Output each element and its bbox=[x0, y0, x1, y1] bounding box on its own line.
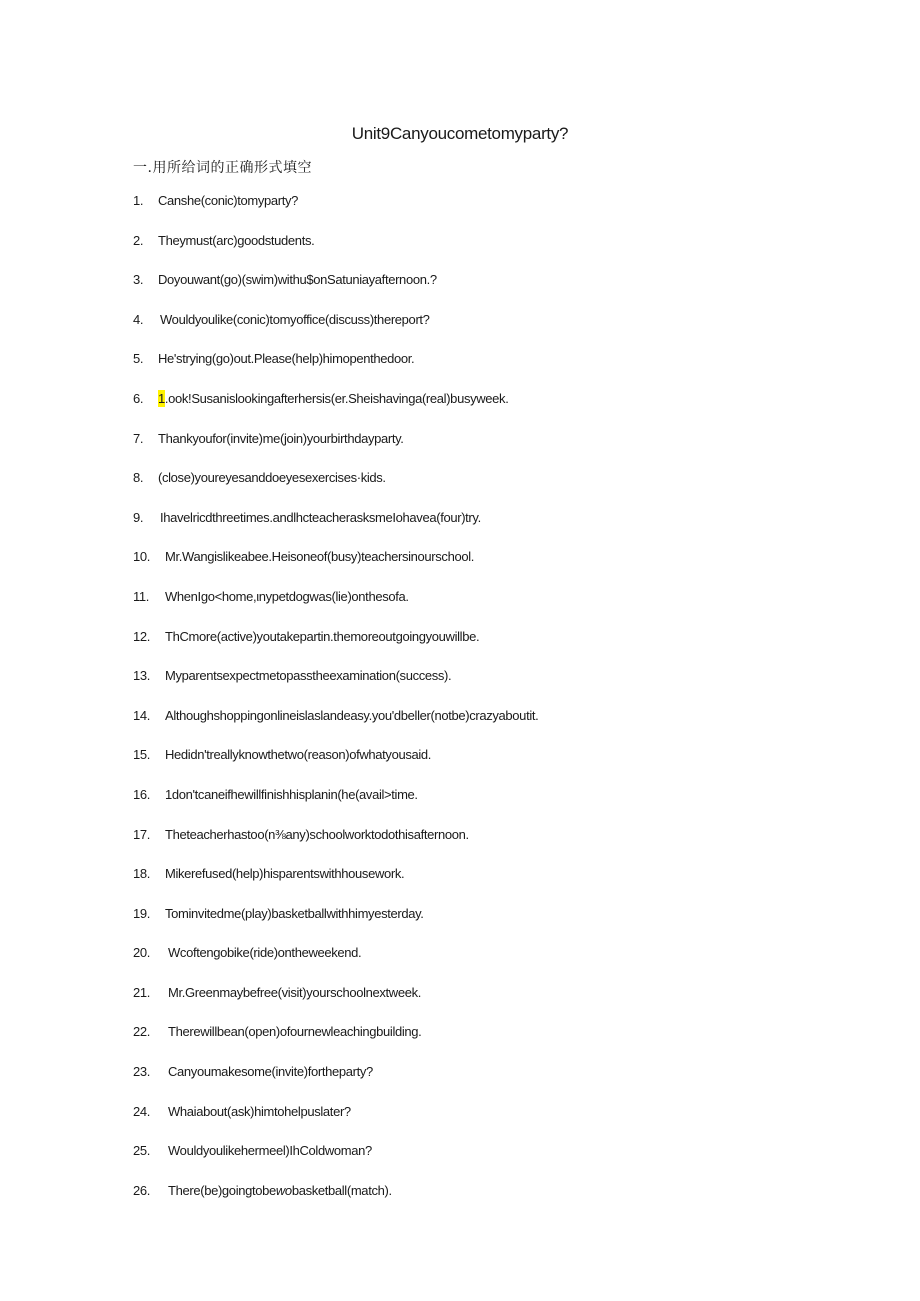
question-item bbox=[133, 824, 833, 864]
question-text: 1don'tcaneifhewillfinishhisplanin(he(avail>time. bbox=[165, 786, 418, 802]
question-text: Wouldyoulikehermeel)IhColdwoman? bbox=[168, 1143, 372, 1159]
question-text bbox=[168, 1183, 392, 1198]
question-item bbox=[133, 744, 833, 784]
question-text: Tominvitedme(play)basketballwithhimyesterday. bbox=[165, 905, 424, 921]
question-text: Hedidn'treallyknowthetwo(reason)ofwhatyousaid. bbox=[165, 747, 432, 763]
question-text: Thankyoufor(invite)me(join)yourbirthdayparty. bbox=[158, 430, 404, 446]
question-item bbox=[133, 1140, 833, 1180]
question-item bbox=[133, 1180, 833, 1220]
question-item bbox=[133, 1021, 833, 1061]
question-item bbox=[133, 784, 833, 824]
question-text: Althoughshoppingonlineislaslandeasy.you'dbeller(notbe)crazyaboutit. bbox=[165, 707, 539, 723]
question-text: Canyoumakesome(invite)fortheparty? bbox=[168, 1064, 373, 1080]
question-text: Doyouwant(go)(swim)withu$onSatuniayafternoon.? bbox=[158, 272, 437, 288]
question-item bbox=[133, 982, 833, 1022]
question-number: 24. bbox=[133, 1103, 151, 1119]
question-text-after: basketball(match). bbox=[291, 1182, 392, 1198]
question-number: 2. bbox=[133, 232, 144, 248]
question-text: Myparentsexpectmetopasstheexamination(success). bbox=[165, 668, 452, 684]
question-item bbox=[133, 309, 833, 349]
question-item bbox=[133, 626, 833, 666]
question-item bbox=[133, 190, 833, 230]
question-item bbox=[133, 863, 833, 903]
question-text: Mr.Wangislikeabee.Heisoneof(busy)teachersinourschool. bbox=[165, 549, 475, 565]
question-text bbox=[158, 391, 508, 406]
question-item bbox=[133, 348, 833, 388]
question-text: Mr.Greenmaybefree(visit)yourschoolnextweek. bbox=[168, 984, 421, 1000]
question-number: 13. bbox=[133, 668, 151, 684]
question-number: 9. bbox=[133, 509, 144, 525]
question-number: 19. bbox=[133, 905, 151, 921]
question-number: 1. bbox=[133, 193, 144, 208]
question-item bbox=[133, 546, 833, 586]
question-number: 11. bbox=[133, 588, 150, 604]
question-item bbox=[133, 388, 833, 428]
question-item bbox=[133, 230, 833, 270]
question-text: Mikerefused(help)hisparentswithhousework. bbox=[165, 866, 405, 882]
question-number: 23. bbox=[133, 1064, 151, 1080]
question-number: 25. bbox=[133, 1143, 151, 1159]
question-text: (close)youreyesanddoeyesexercises·kids. bbox=[158, 470, 386, 486]
question-item bbox=[133, 665, 833, 705]
question-number: 10. bbox=[133, 549, 151, 565]
question-text: Ihavelricdthreetimes.andlhcteacherasksmeIohavea(four)try. bbox=[160, 509, 481, 525]
question-number: 16. bbox=[133, 786, 151, 802]
question-number: 26. bbox=[133, 1182, 151, 1198]
question-number: 5. bbox=[133, 351, 144, 367]
question-item bbox=[133, 586, 833, 626]
question-number: 12. bbox=[133, 628, 151, 644]
question-item bbox=[133, 467, 833, 507]
question-text: He'strying(go)out.Please(help)himopenthedoor. bbox=[158, 351, 415, 367]
question-number: 4. bbox=[133, 311, 144, 327]
question-number: 21. bbox=[133, 984, 151, 1000]
question-text-before: There(be)goingtobe bbox=[168, 1182, 276, 1198]
question-item bbox=[133, 942, 833, 982]
question-text: Canshe(conic)tomyparty? bbox=[158, 193, 299, 208]
question-item bbox=[133, 269, 833, 309]
question-text: Therewillbean(open)ofournewleachingbuilding. bbox=[168, 1024, 422, 1040]
question-number: 15. bbox=[133, 747, 151, 763]
question-text: Wcoftengobike(ride)ontheweekend. bbox=[168, 945, 362, 961]
question-number: 7. bbox=[133, 430, 144, 446]
question-number: 18. bbox=[133, 866, 151, 882]
page-title: Unit9Canyoucometomyparty? bbox=[351, 124, 569, 143]
question-number: 17. bbox=[133, 826, 151, 842]
question-text: ThCmore(active)youtakepartin.themoreoutgoingyouwillbe. bbox=[165, 628, 480, 644]
question-item bbox=[133, 1101, 833, 1141]
question-number: 14. bbox=[133, 707, 151, 723]
question-number: 22. bbox=[133, 1024, 151, 1040]
question-text: Theteacherhastoo(n⅜any)schoolworktodothisafternoon. bbox=[165, 826, 469, 842]
section-heading: 一.用所给词的正确形式填空 bbox=[133, 160, 312, 176]
question-text: Whaiabout(ask)himtohelpuslater? bbox=[168, 1103, 351, 1119]
question-item bbox=[133, 1061, 833, 1101]
question-item bbox=[133, 428, 833, 468]
question-number: 6. bbox=[133, 390, 144, 406]
question-number: 8. bbox=[133, 470, 144, 486]
question-item bbox=[133, 903, 833, 943]
question-item bbox=[133, 507, 833, 547]
highlighted-text: 1 bbox=[158, 390, 165, 406]
question-number: 20. bbox=[133, 945, 151, 961]
question-item bbox=[133, 705, 833, 745]
question-text: Theymust(arc)goodstudents. bbox=[158, 232, 315, 248]
italic-text: wo bbox=[275, 1182, 292, 1198]
question-text: Wouldyoulike(conic)tomyoffice(discuss)thereport? bbox=[160, 311, 430, 327]
question-text-rest: .ook!Susanislookingafterhersis(er.Sheishavinga(real)busyweek. bbox=[164, 390, 509, 406]
question-list bbox=[133, 190, 833, 1219]
question-text: WhenIgo<home,ιnypetdogwas(lie)onthesofa. bbox=[165, 588, 409, 604]
question-number: 3. bbox=[133, 272, 144, 288]
